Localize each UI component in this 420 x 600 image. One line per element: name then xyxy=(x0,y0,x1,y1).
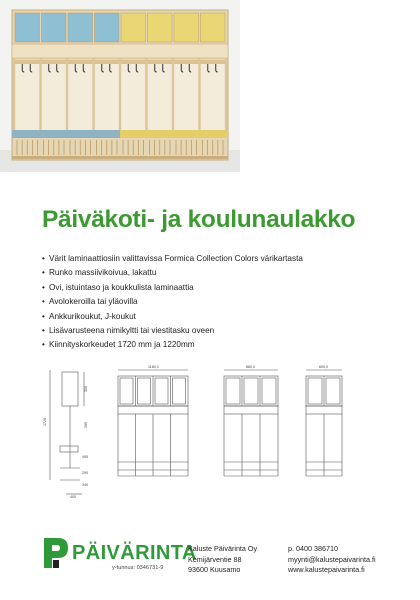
feature-item: • Runko massiivikoivua, lakattu xyxy=(42,266,303,280)
locker-divider xyxy=(198,58,200,130)
locker-door xyxy=(121,13,146,42)
locker-door xyxy=(174,13,199,42)
width-label: 1180,0 xyxy=(148,365,159,369)
side-dim-label: 340 xyxy=(82,483,88,487)
feature-item: • Ankkurikoukut, J-koukut xyxy=(42,310,303,324)
paivarinta-logo-icon xyxy=(40,536,70,570)
locker-divider xyxy=(66,58,68,130)
feature-list xyxy=(42,252,303,353)
locker-divider xyxy=(119,58,121,130)
side-dim-label: 390 xyxy=(84,422,88,428)
side-dim-label: 495 xyxy=(82,455,88,459)
front-view-2-drawing xyxy=(306,370,342,476)
locker-door xyxy=(15,13,40,42)
logo-wordmark: PÄIVÄRINTA xyxy=(72,542,197,564)
postal-city: 93600 Kuusamo xyxy=(188,565,241,575)
front-view-3-drawing xyxy=(224,370,278,476)
side-dim-label: 300 xyxy=(84,386,88,392)
company-name: Kaluste Päivärinta Oy xyxy=(188,544,258,553)
side-view-drawing xyxy=(50,370,84,494)
locker-divider xyxy=(92,58,94,130)
width-label: 880,0 xyxy=(246,365,255,369)
locker-door xyxy=(95,13,120,42)
side-dim-label: 1720 xyxy=(43,418,47,426)
street-address: Kemijärventie 88 xyxy=(188,554,242,564)
feature-item: • Avolokeroilla tai yläovilla xyxy=(42,295,303,309)
locker-divider xyxy=(225,58,227,130)
front-view-4-drawing xyxy=(118,370,188,476)
locker-door xyxy=(42,13,67,42)
email-link[interactable]: myynti@kalustepaivarinta.fi xyxy=(288,554,376,564)
feature-item: • Värit laminaattiosiin valittavissa Formica Collection Colors värikartasta xyxy=(42,252,303,266)
technical-drawings xyxy=(40,358,400,508)
website-link[interactable]: www.kalustepaivarinta.fi xyxy=(288,565,365,575)
phone-number: p. 0400 386710 xyxy=(288,544,338,553)
side-dim-label: 400 xyxy=(70,495,76,499)
locker-door xyxy=(68,13,93,42)
feature-item: • Ovi, istuintaso ja koukkulista laminaattia xyxy=(42,281,303,295)
locker-door xyxy=(201,13,226,42)
locker-divider xyxy=(145,58,147,130)
company-address xyxy=(188,544,257,576)
feature-item: • Lisävarusteena nimikyltti tai viestitasku oveen xyxy=(42,324,303,338)
page-title: Päiväkoti- ja koulunaulakko xyxy=(42,206,356,233)
business-id: y-tunnus: 0346731-9 xyxy=(112,565,164,571)
locker-divider xyxy=(172,58,174,130)
side-dim-label: 290 xyxy=(82,471,88,475)
locker-divider xyxy=(39,58,41,130)
locker-door xyxy=(148,13,173,42)
width-label: 600,0 xyxy=(319,365,328,369)
product-photo xyxy=(0,0,240,172)
contact-info xyxy=(288,544,376,576)
locker-divider xyxy=(13,58,15,130)
feature-item: • Kiinnityskorkeudet 1720 mm ja 1220mm xyxy=(42,338,303,352)
